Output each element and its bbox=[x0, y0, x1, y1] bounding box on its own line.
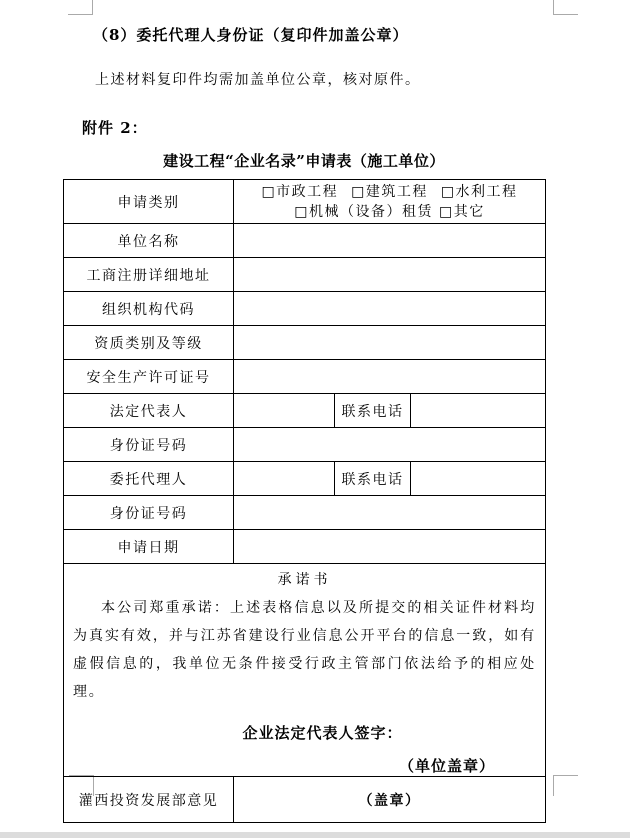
cell-agent-label: 委托代理人 bbox=[64, 462, 234, 496]
cell-legal-rep-id-label: 身份证号码 bbox=[64, 428, 234, 462]
table-row bbox=[64, 530, 546, 564]
cell-legal-rep-phone-label: 联系电话 bbox=[335, 394, 411, 428]
cell-agent-phone-label: 联系电话 bbox=[335, 462, 411, 496]
checkbox-icon: □ bbox=[261, 183, 277, 200]
crop-mark-bottom-right bbox=[553, 775, 578, 796]
table-row bbox=[64, 180, 546, 224]
cell-legal-rep-label: 法定代表人 bbox=[64, 394, 234, 428]
table-row bbox=[64, 326, 546, 360]
table-row bbox=[64, 394, 546, 428]
cell-safety-license-label: 安全生产许可证号 bbox=[64, 360, 234, 394]
form-title: 建设工程“企业名录”申请表（施工单位） bbox=[163, 152, 445, 170]
table-row bbox=[64, 258, 546, 292]
cell-org-code-label: 组织机构代码 bbox=[64, 292, 234, 326]
cell-company-name-label: 单位名称 bbox=[64, 224, 234, 258]
checkbox-option-water bbox=[441, 184, 518, 200]
cell-qualification-value bbox=[234, 326, 546, 360]
checkbox-icon: □ bbox=[294, 203, 310, 220]
checkbox-options-line1 bbox=[234, 182, 545, 202]
table-row bbox=[64, 777, 546, 823]
window-edge-bar bbox=[0, 832, 630, 838]
promise-title: 承诺书 bbox=[277, 572, 332, 588]
document-content bbox=[63, 0, 545, 823]
table-row bbox=[64, 462, 546, 496]
cell-agent-id-value bbox=[234, 496, 546, 530]
cell-opinion-seal: （盖章） bbox=[234, 777, 546, 823]
table-row bbox=[64, 360, 546, 394]
checkbox-option-municipal bbox=[261, 184, 338, 200]
checkbox-option-machinery bbox=[294, 204, 433, 220]
cell-apply-type-label: 申请类别 bbox=[64, 180, 234, 224]
table-row bbox=[64, 564, 546, 777]
note-text: 上述材料复印件均需加盖单位公章，核对原件。 bbox=[95, 72, 421, 88]
cell-qualification-label: 资质类别及等级 bbox=[64, 326, 234, 360]
cell-address-label: 工商注册详细地址 bbox=[64, 258, 234, 292]
application-form-table bbox=[63, 179, 546, 823]
cell-promise bbox=[64, 564, 546, 777]
cell-org-code-value bbox=[234, 292, 546, 326]
checkbox-option-other bbox=[439, 204, 485, 220]
promise-body: 本公司郑重承诺：上述表格信息以及所提交的相关证件材料均为真实有效，并与江苏省建设行业信息公开平台的信息一致，如有虚假信息的，我单位无条件接受行政主管部门依法给予的相应处理。 bbox=[73, 600, 536, 700]
cell-opinion-label: 灌西投资发展部意见 bbox=[64, 777, 234, 823]
checkbox-option-label: 其它 bbox=[453, 203, 485, 220]
cell-company-name-value bbox=[234, 224, 546, 258]
table-row bbox=[64, 496, 546, 530]
cell-apply-date-label: 申请日期 bbox=[64, 530, 234, 564]
cell-apply-type-options bbox=[234, 180, 546, 224]
checkbox-icon: □ bbox=[440, 183, 456, 200]
cell-address-value bbox=[234, 258, 546, 292]
checkbox-option-building bbox=[351, 184, 428, 200]
list-item-8: （8）委托代理人身份证（复印件加盖公章） bbox=[93, 26, 409, 44]
checkbox-option-label: 建筑工程 bbox=[365, 183, 428, 200]
unit-seal-label: （单位盖章） bbox=[398, 757, 495, 775]
checkbox-option-label: 水利工程 bbox=[455, 183, 518, 200]
crop-mark-top-right bbox=[553, 0, 578, 15]
checkbox-options-line2 bbox=[234, 202, 545, 222]
cell-agent-id-label: 身份证号码 bbox=[64, 496, 234, 530]
table-row bbox=[64, 428, 546, 462]
attachment-label: 附件 2： bbox=[82, 119, 148, 137]
cell-agent-phone-value bbox=[411, 462, 546, 496]
cell-legal-rep-phone-value bbox=[411, 394, 546, 428]
cell-agent-value bbox=[234, 462, 335, 496]
legal-rep-signature-label: 企业法定代表人签字： bbox=[242, 724, 403, 742]
checkbox-icon: □ bbox=[351, 183, 366, 200]
checkbox-option-label: 市政工程 bbox=[276, 183, 339, 200]
cell-apply-date-value bbox=[234, 530, 546, 564]
table-row bbox=[64, 292, 546, 326]
cell-legal-rep-value bbox=[234, 394, 335, 428]
checkbox-icon: □ bbox=[438, 203, 454, 220]
cell-safety-license-value bbox=[234, 360, 546, 394]
table-row bbox=[64, 224, 546, 258]
checkbox-option-label: 机械（设备）租赁 bbox=[309, 203, 434, 220]
cell-legal-rep-id-value bbox=[234, 428, 546, 462]
